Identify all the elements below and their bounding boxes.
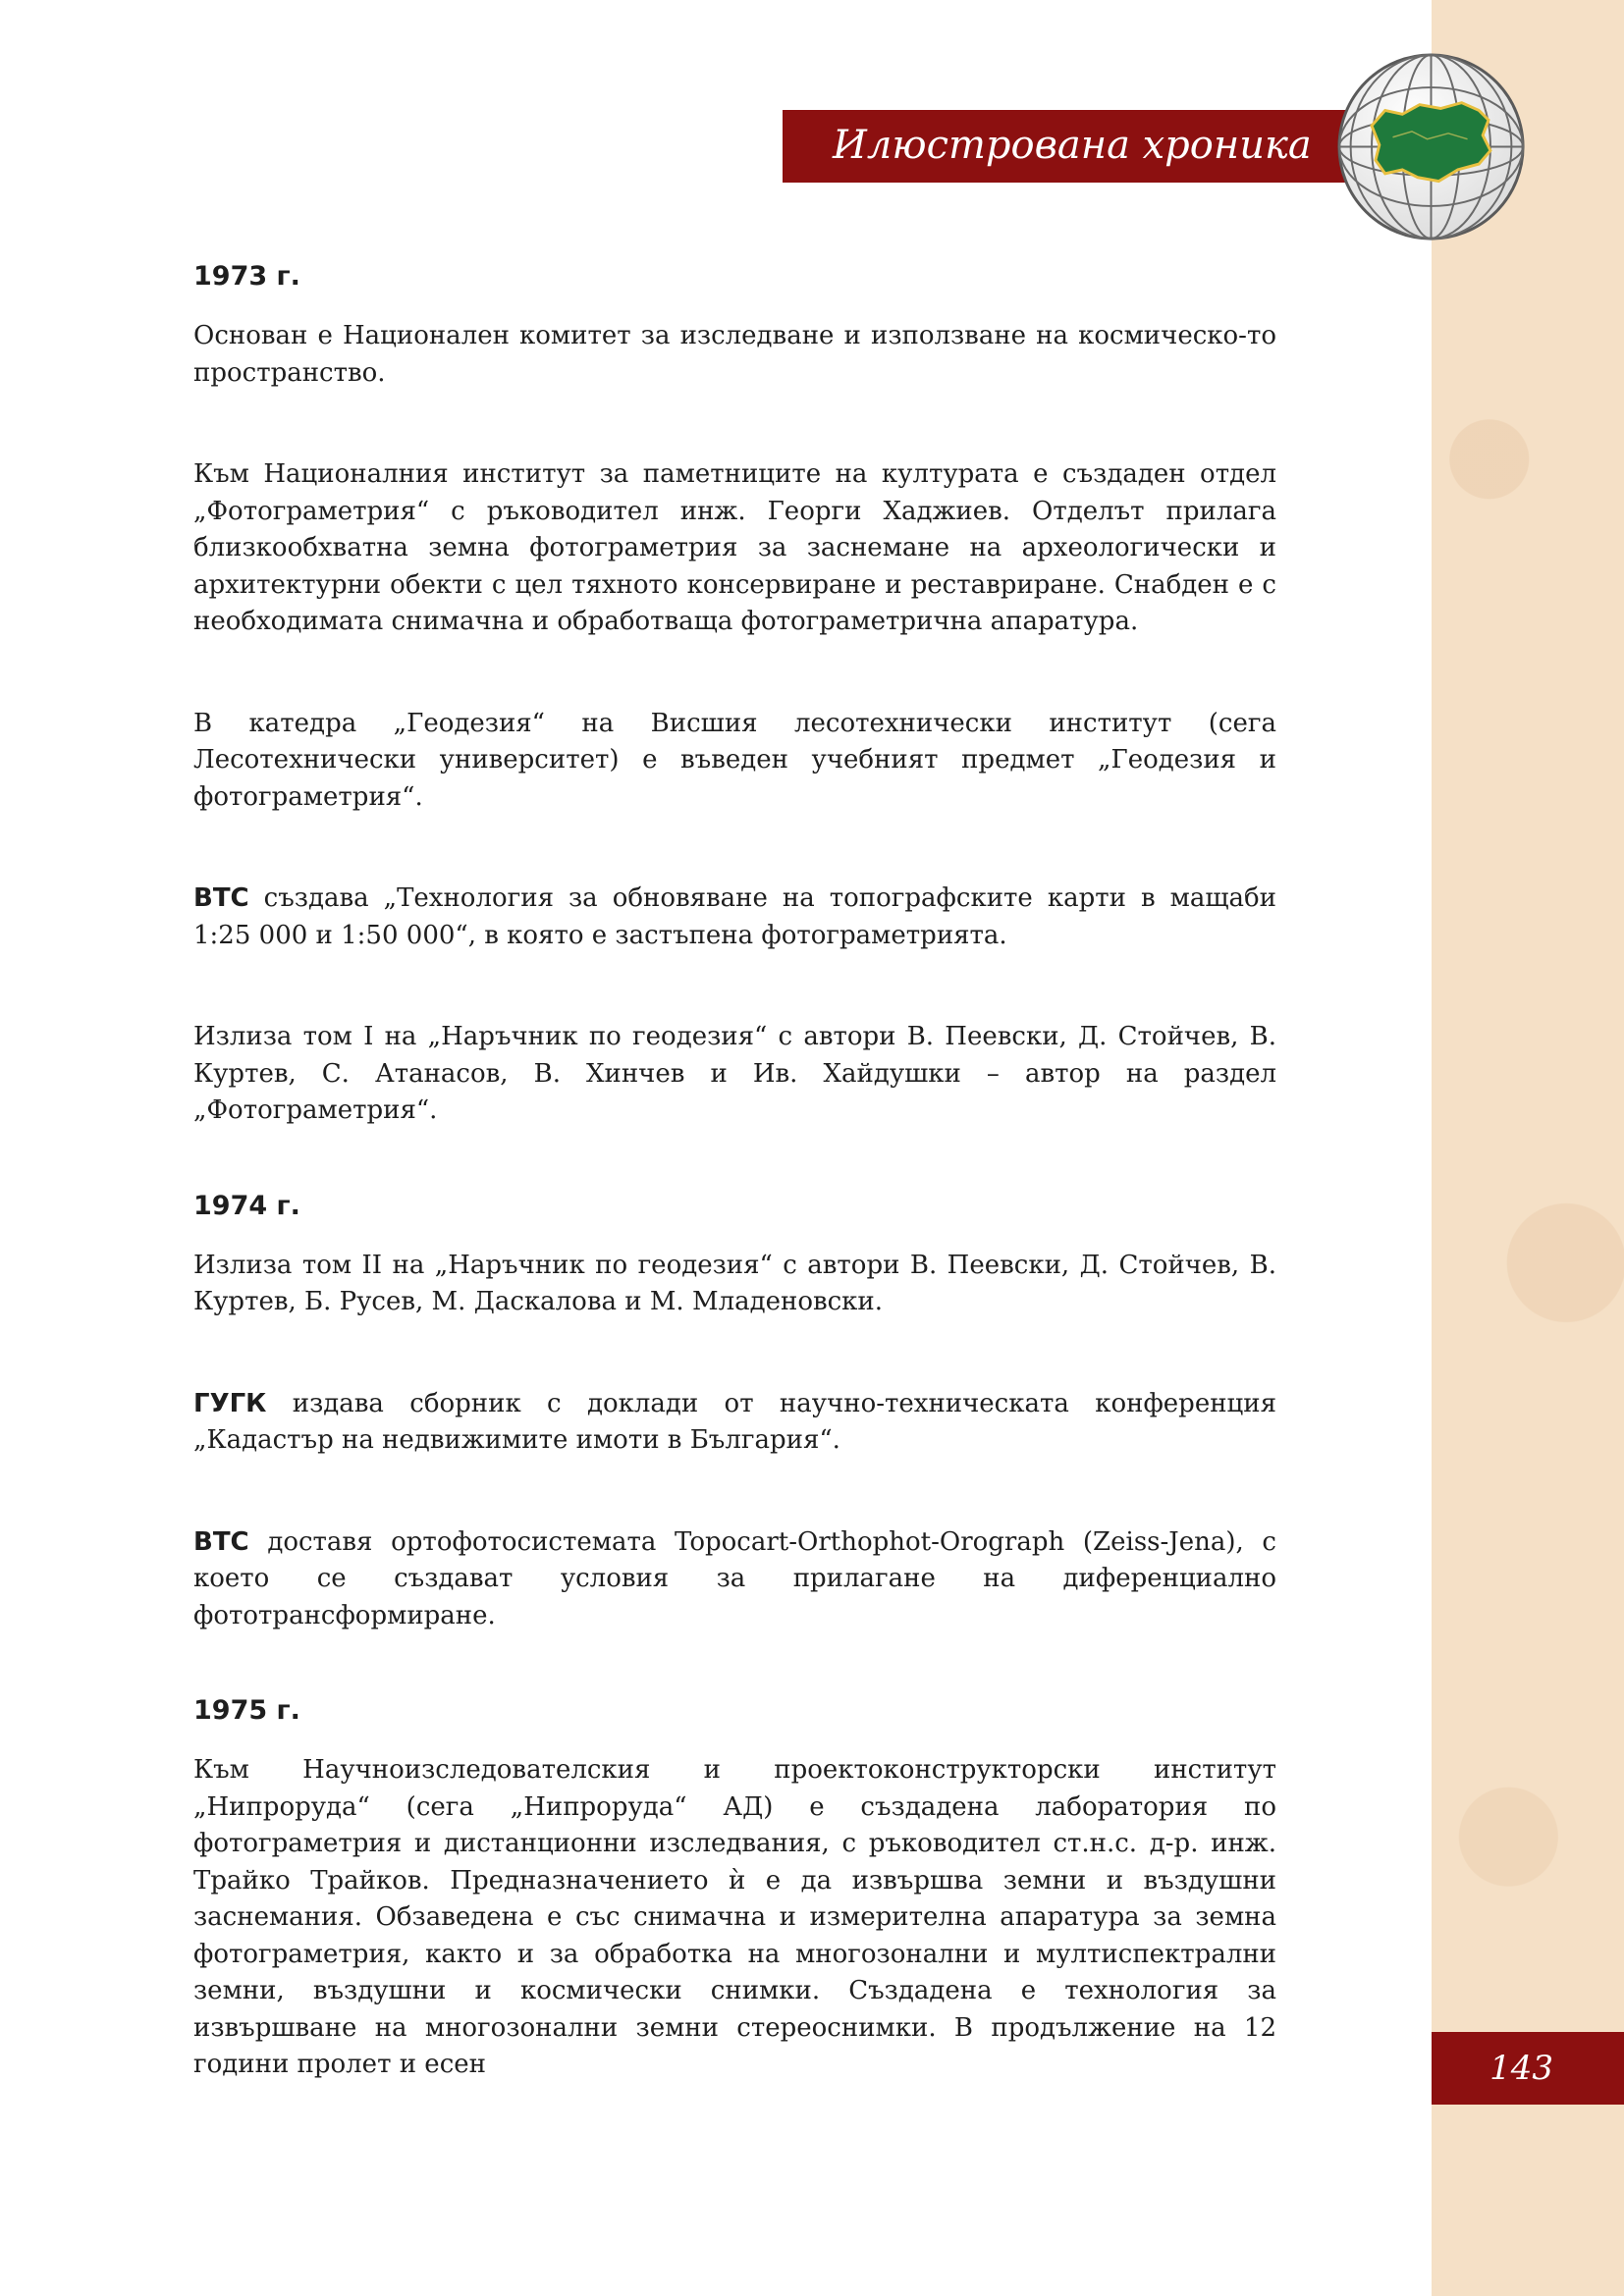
- chronicle-content: [193, 257, 1276, 2084]
- entry-paragraph: ВТС доставя ортофотосистемата Topocart-Orthophot-Orograph (Zeiss-Jena), с което се създават условия за прилагане на диференциално фототрансформиране.: [193, 1526, 1276, 1630]
- entry-paragraph: ГУГК издава сборник с доклади от научно-техническата конференция „Кадастър на недвижимите имоти в България“.: [193, 1388, 1276, 1455]
- entry-paragraph: В катедра „Геодезия“ на Висшия лесотехнически институт (сега Лесотехнически университет) е въведен учебният предмет „Геодезия и фотограметрия“.: [193, 708, 1276, 812]
- organization-abbr: ВТС: [193, 1526, 249, 1557]
- year-heading: 1975 г.: [193, 1695, 300, 1726]
- page-number: 143: [1489, 2049, 1553, 2088]
- organization-abbr: ГУГК: [193, 1388, 267, 1418]
- decorative-side-strip: [1432, 0, 1624, 2296]
- header-title: Илюстрована хроника: [833, 123, 1312, 168]
- year-heading: 1973 г.: [193, 261, 300, 292]
- entry-paragraph: ВТС създава „Технология за обновяване на топографските карти в мащаби 1:25 000 и 1:50 000“, в която е застъпена фотограметрията.: [193, 883, 1276, 950]
- year-heading: 1974 г.: [193, 1190, 300, 1221]
- entry-paragraph: Излиза том II на „Наръчник по геодезия“ с автори В. Пеевски, Д. Стойчев, В. Куртев, Б. Русев, М. Даскалова и М. Младеновски.: [193, 1250, 1276, 1316]
- entry-paragraph: Основан е Национален комитет за изследване и използване на космическо-то пространство.: [193, 321, 1276, 388]
- globe-logo-icon: [1335, 51, 1527, 242]
- organization-abbr: ВТС: [193, 883, 249, 913]
- entry-paragraph: Към Националния институт за паметниците на културата е създаден отдел „Фотограметрия“ с ръководител инж. Георги Хаджиев. Отделът прилага близкообхватна земна фотограметрия за заснемане на археологически и архитектурни обекти с цел тяхното консервиране и реставриране. Снабден е с необходимата снимачна и обработваща фотограметрична апаратура.: [193, 459, 1276, 636]
- entry-paragraph: Излиза том I на „Наръчник по геодезия“ с автори В. Пеевски, Д. Стойчев, В. Куртев, С. Атанасов, В. Хинчев и Ив. Хайдушки – автор на раздел „Фотограметрия“.: [193, 1022, 1276, 1125]
- entry-paragraph: Към Научноизследователския и проектоконструкторски институт „Нипроруда“ (сега „Нипроруда“ АД) е създадена лаборатория по фотограметрия и дистанционни изследвания, с ръководител ст.н.с. д-р. инж. Трайко Трайков. Предназначението ѝ е да извършва земни и въздушни заснемания. Обзаведена е със снимачна и измерителна апаратура за земна фотограметрия, както и за обработка на многозонални и мултиспектрални земни, въздушни и космически снимки. Създадена е технология за извършване на многозонални земни стереоснимки. В продължение на 12 години пролет и есен: [193, 1755, 1276, 2079]
